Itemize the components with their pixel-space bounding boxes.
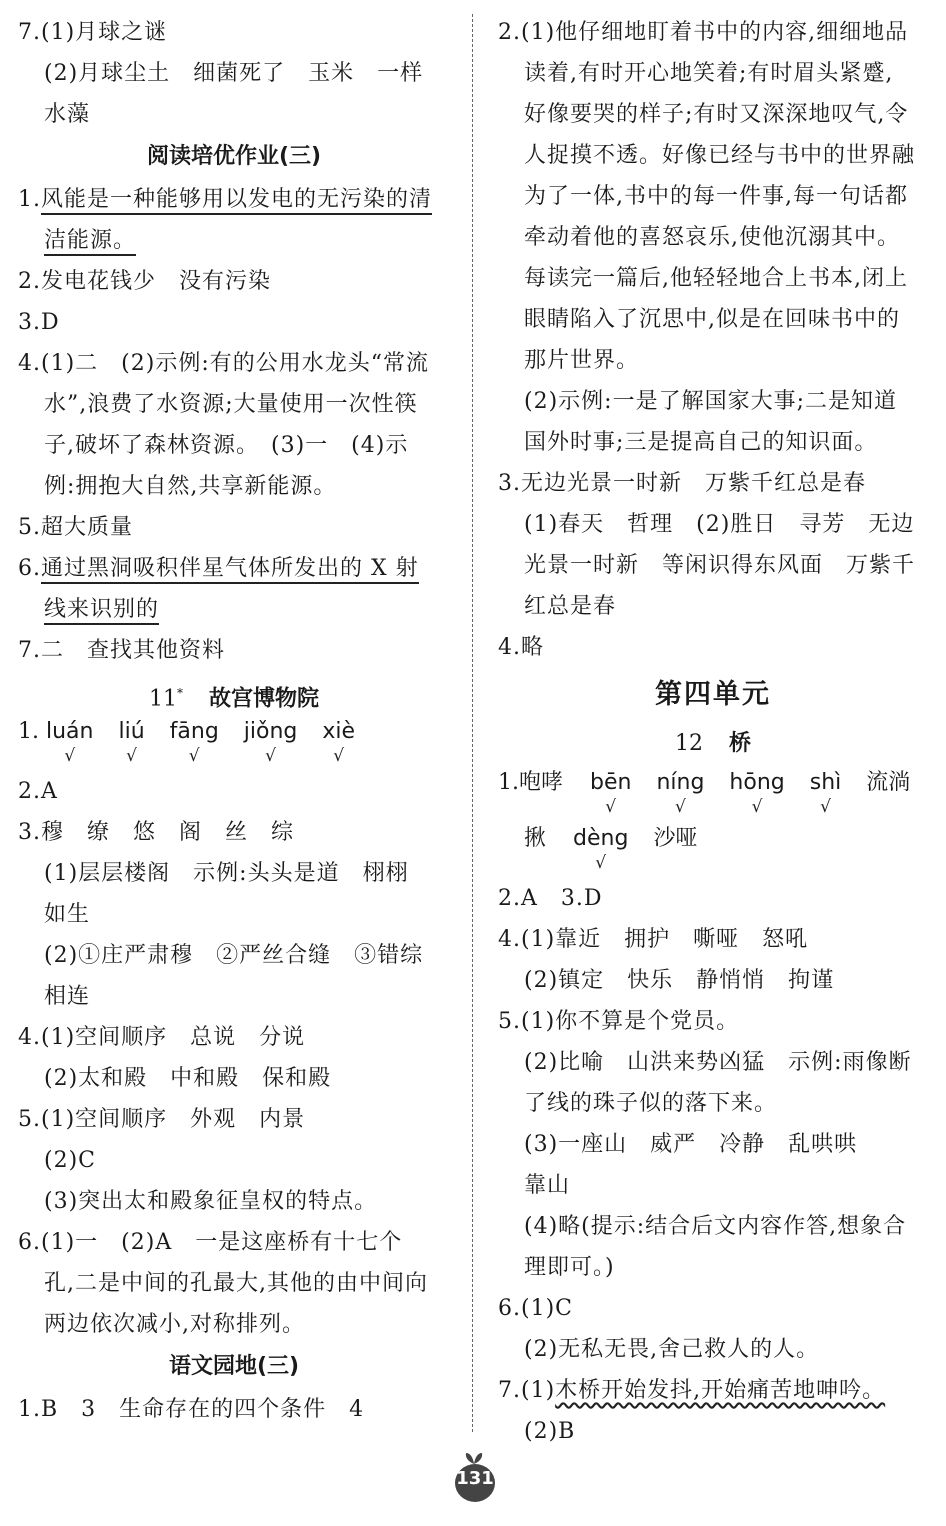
answer-line: 为了一体,书中的每一件事,每一句话都 [524,184,908,209]
answer-line: 读着,有时开心地笑着;有时眉头紧蹙, [524,61,894,86]
check-mark-icon: √ [333,746,345,766]
answer-line: (1)层层楼阁 示例:头头是道 栩栩 [44,861,409,886]
answer-line: 4.(1)靠近 拥护 嘶哑 怒吼 [498,927,809,952]
page-number: 131 [456,1468,494,1489]
answer-line: 牵动着他的喜怒哀乐,使他沉溺其中。 [524,225,900,250]
check-mark-icon: √ [675,797,686,817]
answer-line: (2)无私无畏,舍己救人的人。 [524,1337,820,1362]
check-mark-icon: √ [605,797,617,817]
pinyin-text: liú [118,719,145,744]
star-mark: * [176,686,183,700]
wavy-underlined-answer: 木桥开始发抖,开始痛苦地呻吟。 [555,1378,886,1403]
answer-line: (2)B [524,1419,576,1444]
answer-line: 每读完一篇后,他轻轻地合上书本,闭上 [524,266,908,291]
answer-line: (1)春天 哲理 (2)胜日 寻芳 无边 [524,512,915,537]
answer-line: 3.D [18,310,60,335]
question-number: 1. [18,187,41,212]
leaf-icon [463,1452,485,1464]
check-mark-icon: √ [64,746,76,766]
answer-line: 4.略 [498,635,544,660]
pinyin-text: níng [656,770,705,795]
pinyin-item [46,715,94,766]
underlined-answer: 洁能源。 [44,228,136,256]
check-mark-icon: √ [126,746,137,766]
answer-line: 孔,二是中间的孔最大,其他的由中间向 [44,1271,428,1296]
pinyin-text: hōng [729,770,785,795]
answer-word: 流淌 [866,770,911,795]
answer-line: 理即可。) [524,1255,615,1280]
check-mark-icon: √ [265,746,277,766]
answer-line: (2)月球尘土 细菌死了 玉米 一样 [44,61,424,86]
page-number-badge [453,1462,497,1506]
answer-line: (2)示例:一是了解国家大事;二是知道 [524,389,897,414]
lesson-title [498,722,928,766]
underlined-answer: 通过黑洞吸积伴星气体所发出的 X 射 [41,556,419,584]
question-number: 1. [18,719,39,744]
underlined-answer: 线来识别的 [44,597,159,625]
section-heading: 语文园地(三) [168,1354,300,1379]
pinyin-text: fāng [169,719,219,744]
answer-line: 两边依次减小,对称排列。 [44,1312,305,1337]
answer-line: 光景一时新 等闲识得东风面 万紫千 [524,553,916,578]
answer-line: 7.二 查找其他资料 [18,638,225,663]
pinyin-row [498,766,928,822]
section-heading: 阅读培优作业(三) [146,144,322,169]
pinyin-text: bēn [590,770,632,795]
answer-line [18,179,450,220]
pinyin-text: xiè [322,719,356,744]
answer-line: (4)略(提示:结合后文内容作答,想象合 [524,1214,907,1239]
pinyin-row [18,715,450,771]
answer-line: (2)比喻 山洪来势凶猛 示例:雨像断 [524,1050,912,1075]
answer-line: (2)C [44,1148,96,1173]
answer-line: 人捉摸不透。好像已经与书中的世界融 [524,143,916,168]
answer-line: 2.A [18,779,58,804]
right-column [498,12,928,1452]
answer-line [18,220,450,261]
answer-line: 4.(1)二 (2)示例:有的公用水龙头“常流 [18,351,429,376]
unit-heading: 第四单元 [655,679,771,710]
answer-line: (2)镇定 快乐 静悄悄 拘谨 [524,968,835,993]
answer-line: 5.(1)你不算是个党员。 [498,1009,740,1034]
answer-word: 沙哑 [653,826,698,851]
check-mark-icon: √ [751,797,763,817]
answer-line: 3.穆 缭 悠 阁 丝 综 [18,820,294,845]
answer-line: 4.(1)空间顺序 总说 分说 [18,1025,306,1050]
lesson-name: 故宫博物院 [208,686,319,712]
question-number: 6. [18,556,41,581]
pinyin-row [498,822,928,878]
answer-line: 6.(1)一 (2)A 一是这座桥有十七个 [18,1230,403,1255]
answer-line: 水”,浪费了水资源;大量使用一次性筷 [44,392,418,417]
answer-line: 6.(1)C [498,1296,573,1321]
answer-line: 例:拥抱大自然,共享新能源。 [44,474,337,499]
answer-line [18,548,450,589]
column-divider [472,14,473,1432]
answer-line: 2.(1)他仔细地盯着书中的内容,细细地品 [498,20,909,45]
answer-line: 国外时事;三是提高自己的知识面。 [524,430,878,455]
check-mark-icon: √ [595,853,607,873]
answer-line: 靠山 [524,1173,571,1198]
pinyin-item [809,766,842,817]
answer-line: (2)①庄严肃穆 ②严丝合缝 ③错综 [44,943,424,968]
lesson-title [18,671,450,715]
pinyin-item [729,766,785,817]
answer-line: 7.(1)月球之谜 [18,20,168,45]
pinyin-text: jiǒng [243,719,298,744]
lesson-number: 11 [148,686,177,712]
check-mark-icon: √ [188,746,200,766]
answer-word: 揪 [524,826,547,851]
lesson-number: 12 [674,731,703,756]
answer-line: 水藻 [44,102,91,127]
pinyin-item [169,715,219,766]
answer-line: 2.A 3.D [498,886,603,911]
answer-line: 眼睛陷入了沉思中,似是在回味书中的 [524,307,900,332]
answer-line: 了线的珠子似的落下来。 [524,1091,778,1116]
check-mark-icon: √ [820,797,831,817]
answer-line: 3.无边光景一时新 万紫千红总是春 [498,471,866,496]
lesson-name: 桥 [728,731,751,756]
pinyin-item [118,715,145,766]
answer-line: 5.超大质量 [18,515,133,540]
left-column [18,12,450,1430]
answer-line: (3)一座山 威严 冷静 乱哄哄 [524,1132,858,1157]
pinyin-text: dèng [573,826,629,851]
answer-line: (2)太和殿 中和殿 保和殿 [44,1066,332,1091]
answer-line [18,589,450,630]
answer-line: 那片世界。 [524,348,640,373]
answer-line: 如生 [44,902,91,927]
answer-line: 1.B 3 生命存在的四个条件 4 [18,1397,365,1422]
pinyin-item [656,766,705,817]
answer-line: 5.(1)空间顺序 外观 内景 [18,1107,306,1132]
underlined-answer: 风能是一种能够用以发电的无污染的清 [41,187,432,215]
pinyin-text: shì [809,770,842,795]
answer-line: 2.发电花钱少 没有污染 [18,269,271,294]
answer-line: (3)突出太和殿象征皇权的特点。 [44,1189,378,1214]
question-number: 7.(1) [498,1378,556,1403]
pinyin-text: luán [46,719,94,744]
answer-word: 1.咆哮 [498,770,563,795]
answer-line [498,1370,928,1411]
answer-line: 相连 [44,984,91,1009]
pinyin-item [243,715,298,766]
answer-line: 好像要哭的样子;有时又深深地叹气,令 [524,102,909,127]
answer-line: 红总是春 [524,594,617,619]
pinyin-item [573,822,629,873]
pinyin-item [590,766,632,817]
answer-line: 子,破坏了森林资源。 (3)一 (4)示 [44,433,409,458]
pinyin-item [322,715,356,766]
